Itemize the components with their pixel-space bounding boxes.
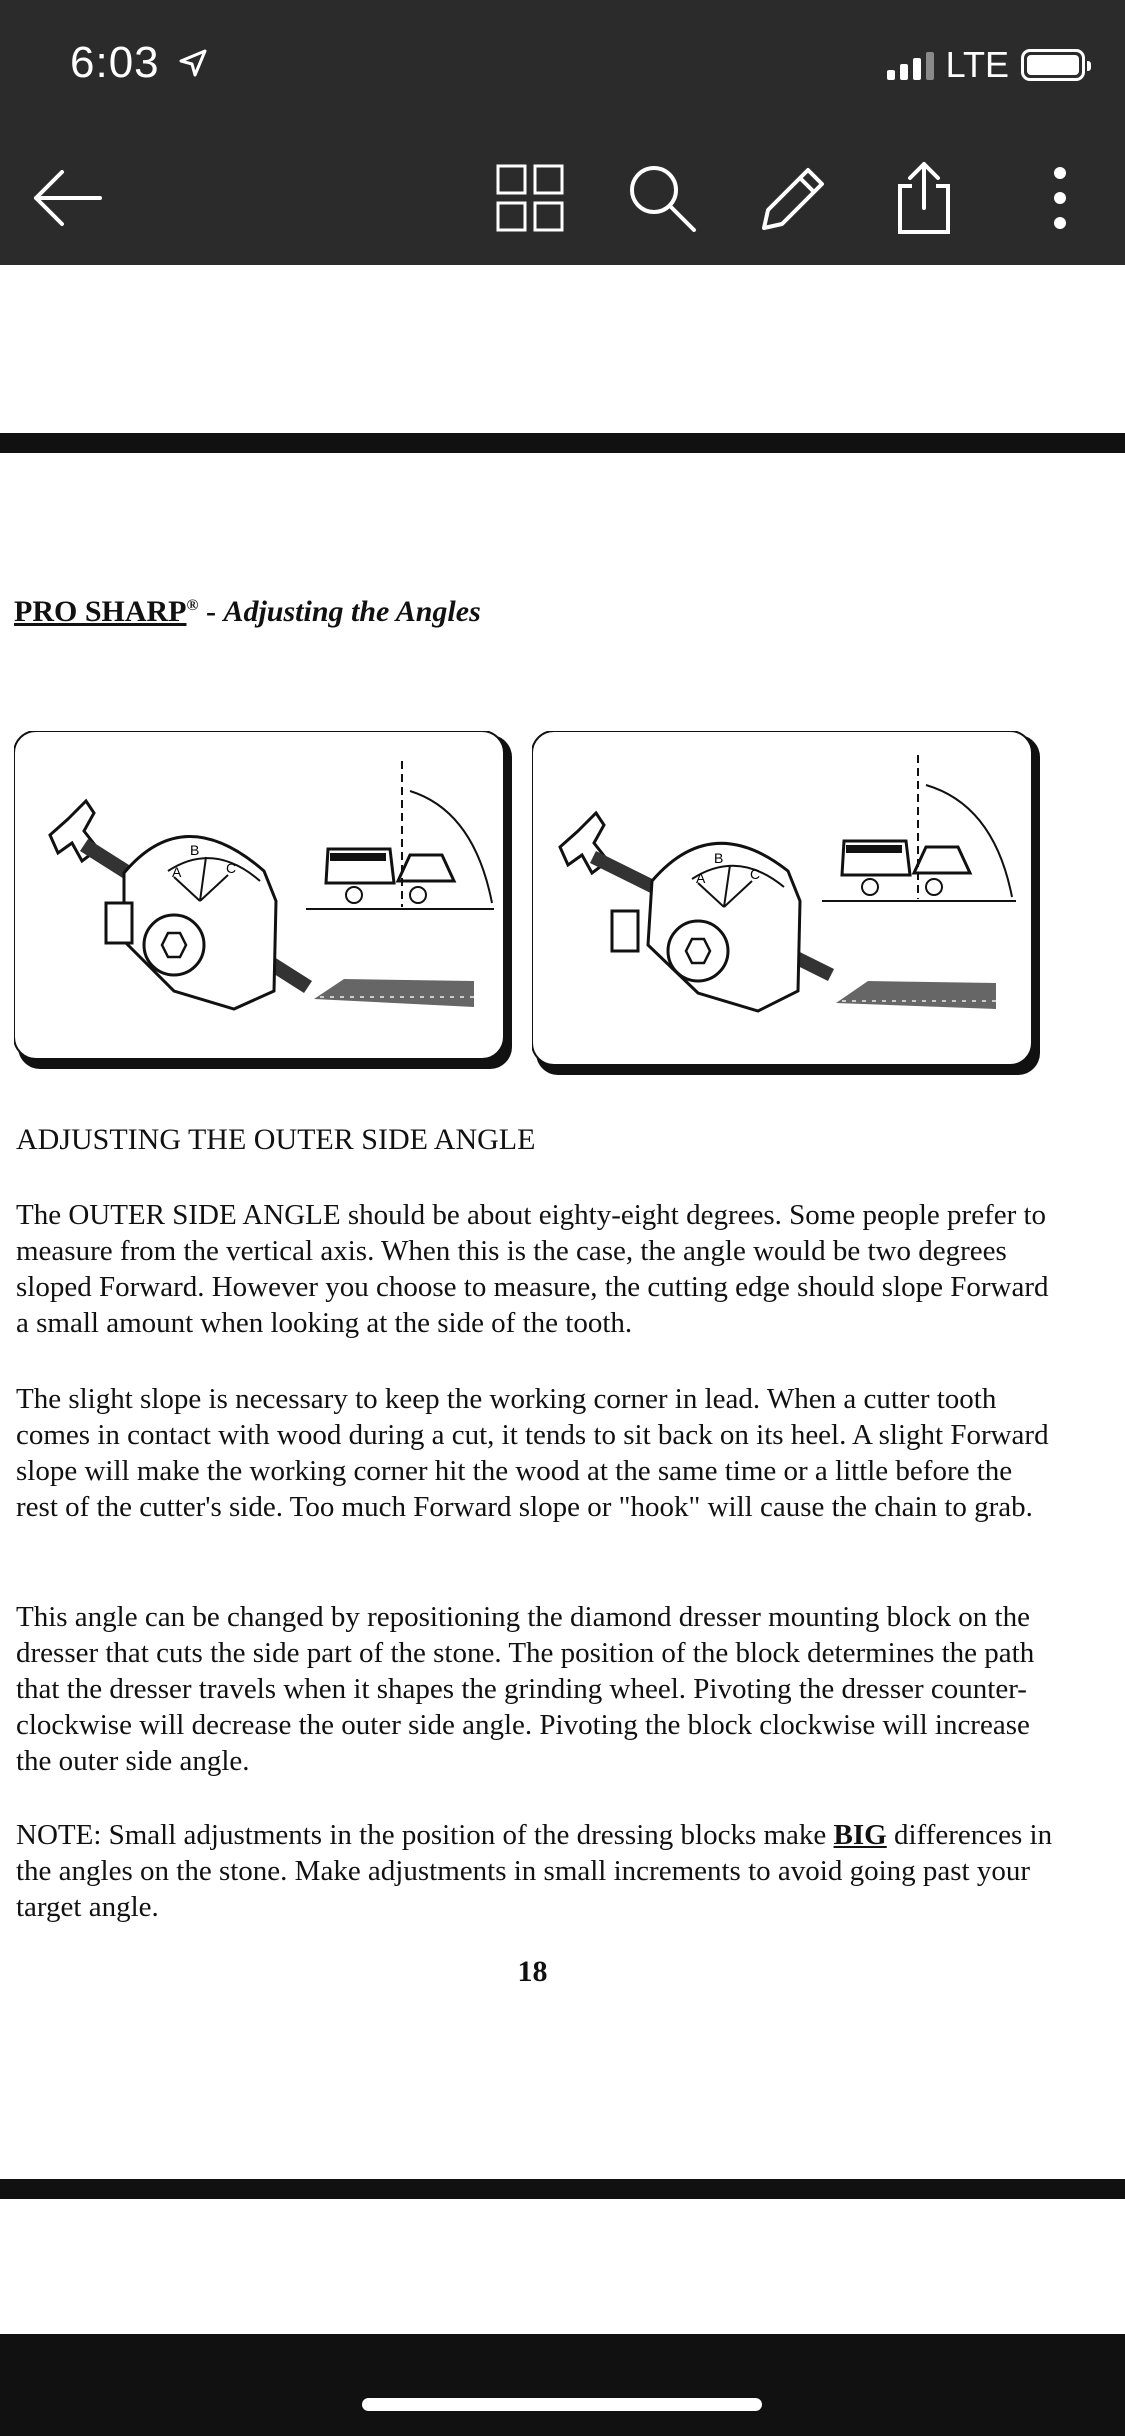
figure-left bbox=[14, 731, 514, 1071]
location-arrow-icon bbox=[178, 48, 208, 78]
page-number: 18 bbox=[517, 1955, 548, 1988]
section-heading: ADJUSTING THE OUTER SIDE ANGLE bbox=[16, 1123, 536, 1156]
search-icon bbox=[624, 160, 700, 236]
paragraph-3: This angle can be changed by repositioning the diamond dresser mounting block on the dresser that cuts the side part of the stone. The position of the block determines the path that the dresser travels when it shapes the grinding wheel. Pivoting the dresser counter-clockwise will decrease the outer side angle. Pivoting the block clockwise will increase the outer side angle. bbox=[16, 1601, 1035, 1777]
figure-right bbox=[532, 731, 1032, 1071]
note-paragraph bbox=[16, 1817, 1056, 1925]
angle-label-c: C bbox=[226, 860, 237, 876]
status-time: 6:03 bbox=[70, 38, 160, 87]
network-type: LTE bbox=[945, 44, 1009, 85]
angle-label-c-2: C bbox=[750, 866, 761, 882]
note-prefix: NOTE: Small adjustments in the position of the dressing blocks make bbox=[16, 1819, 834, 1851]
back-arrow-icon bbox=[26, 163, 106, 233]
angle-label-a-2: A bbox=[696, 870, 706, 886]
back-button[interactable] bbox=[18, 150, 114, 246]
paragraph-1: The OUTER SIDE ANGLE should be about eighty-eight degrees. Some people prefer to measure from the vertical axis. When this is the case, the angle would be two degrees sloped Forward. However you choose to measure, the cutting edge should slope Forward a small amount when looking at the side of the tooth. bbox=[16, 1199, 1049, 1339]
note-suffix: differences in the angles on the stone. Make adjustments in small increments to avoid going past your target angle. bbox=[16, 1819, 1053, 1923]
angle-label-b: B bbox=[190, 842, 200, 858]
search-button[interactable] bbox=[614, 150, 710, 246]
home-indicator[interactable] bbox=[362, 2398, 762, 2411]
signal-strength-icon bbox=[887, 50, 934, 80]
more-button[interactable] bbox=[1010, 150, 1110, 246]
sharpener-illustration-left bbox=[14, 731, 514, 1071]
share-button[interactable] bbox=[876, 150, 972, 246]
battery-icon bbox=[1021, 49, 1085, 81]
status-indicators bbox=[887, 44, 1085, 86]
title-subtitle: Adjusting the Angles bbox=[223, 595, 481, 628]
paragraph-2: The slight slope is necessary to keep the working corner in lead. When a cutter tooth comes in contact with wood during a cut, it tends to sit back on its heel. A slight Forward slope will make the working corner hit the wood at the same time or a little before the rest of the cutter's side. Too much Forward slope or "hook" will cause the chain to grab. bbox=[16, 1383, 1049, 1523]
share-icon bbox=[892, 158, 956, 238]
home-indicator-area bbox=[0, 2334, 1125, 2436]
note-emphasis: BIG bbox=[833, 1819, 887, 1851]
document-page[interactable] bbox=[0, 453, 1125, 2179]
angle-label-a: A bbox=[172, 864, 182, 880]
status-bar bbox=[0, 0, 1125, 130]
document-toolbar bbox=[0, 130, 1125, 265]
sharpener-illustration-right bbox=[532, 731, 1052, 1081]
page-title bbox=[14, 595, 481, 629]
title-brand: PRO SHARP bbox=[14, 595, 187, 628]
grid-icon bbox=[495, 163, 565, 233]
more-icon bbox=[1050, 163, 1070, 233]
thumbnails-button[interactable] bbox=[482, 150, 578, 246]
angle-label-b-2: B bbox=[714, 850, 724, 866]
title-separator: - bbox=[198, 595, 224, 628]
page-separator-bottom bbox=[0, 2179, 1125, 2199]
title-mark: ® bbox=[186, 597, 199, 614]
page-separator-top bbox=[0, 433, 1125, 453]
annotate-button[interactable] bbox=[746, 150, 842, 246]
pencil-icon bbox=[756, 160, 832, 236]
